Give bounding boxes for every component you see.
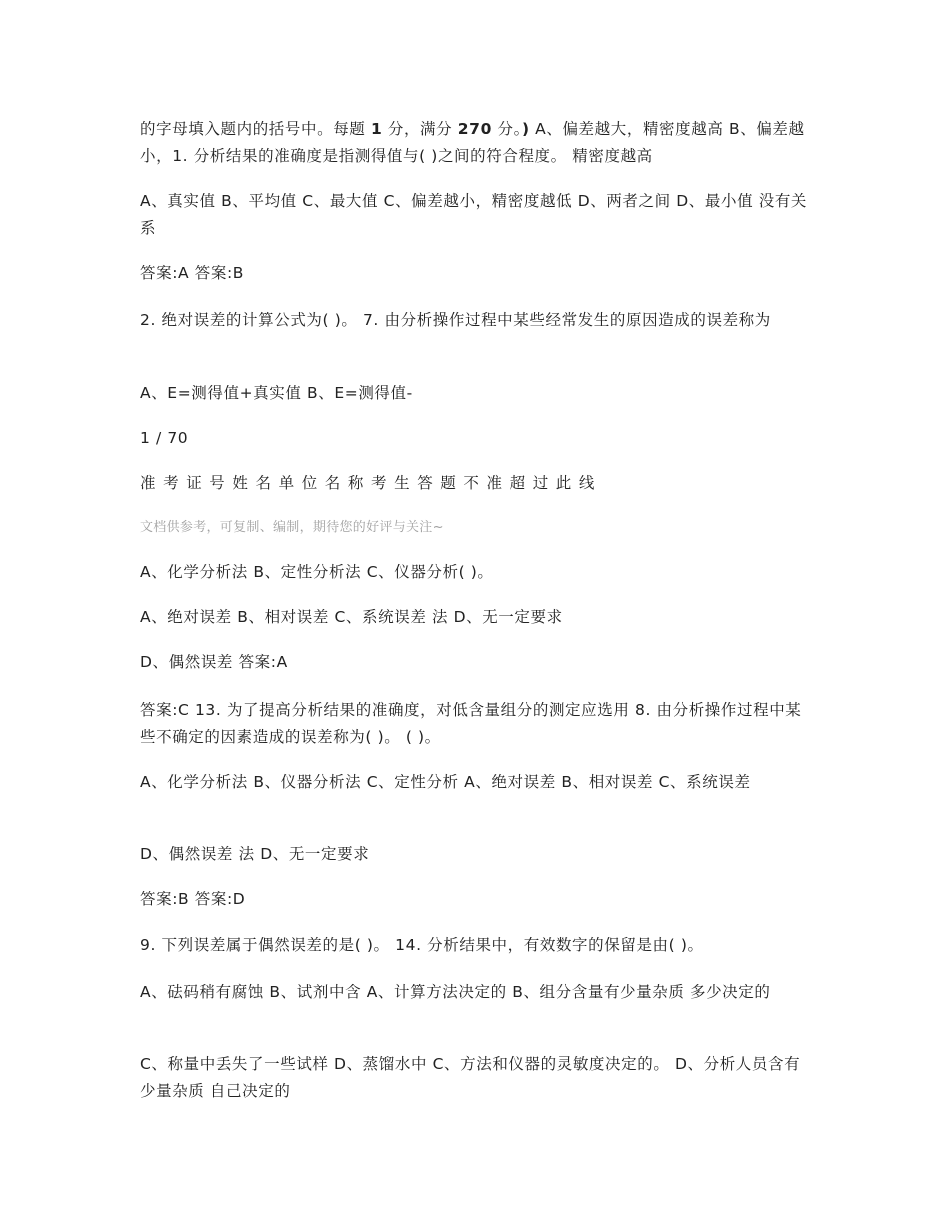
text-line: 答案:C 13. 为了提高分析结果的准确度，对低含量组分的测定应选用 8. 由分析操作过程中某些不确定的因素造成的误差称为( )。 ( )。 — [140, 701, 802, 746]
text-line: D、偶然误差 法 D、无一定要求 — [140, 845, 370, 863]
text-line: 2. 绝对误差的计算公式为( )。 7. 由分析操作过程中某些经常发生的原因造成的误差称为 — [140, 311, 771, 329]
text-line: A、绝对误差 B、相对误差 C、系统误差 法 D、无一定要求 — [140, 608, 563, 626]
intro-mid: 分，满分 — [382, 120, 458, 138]
text-line: A、E=测得值+真实值 B、E=测得值- — [140, 384, 413, 402]
intro-paragraph — [140, 116, 812, 170]
text-line: 9. 下列误差属于偶然误差的是( )。 14. 分析结果中，有效数字的保留是由( )。 — [140, 936, 704, 954]
page-number: 1 / 70 — [140, 429, 189, 447]
text-line: A、化学分析法 B、仪器分析法 C、定性分析 A、绝对误差 B、相对误差 C、系统误差 — [140, 773, 751, 791]
intro-pre: 的字母填入题内的括号中。每题 — [140, 120, 371, 138]
closing-paren: ) — [521, 120, 530, 138]
text-line: 答案:A 答案:B — [140, 264, 245, 282]
total-score: 270 — [457, 120, 492, 138]
intro-rest: A、偏差越大，精密度越高 B、偏差越小，1. 分析结果的准确度是指测得值与( )之间的符合程度。 精密度越高 — [140, 120, 805, 165]
intro-post: 分。 — [491, 120, 522, 138]
per-question-score: 1 — [370, 120, 383, 138]
exam-cut-line-text: 准考证号姓名单位名称考生答题不准超过此线 — [140, 474, 603, 492]
text-line: C、称量中丢失了一些试样 D、蒸馏水中 C、方法和仪器的灵敏度决定的。 D、分析人员含有少量杂质 自己决定的 — [140, 1055, 801, 1100]
text-line: A、砝码稍有腐蚀 B、试剂中含 A、计算方法决定的 B、组分含量有少量杂质 多少决定的 — [140, 983, 771, 1001]
text-line: A、化学分析法 B、定性分析法 C、仪器分析( )。 — [140, 563, 494, 581]
text-line: D、偶然误差 答案:A — [140, 653, 288, 671]
text-line: 答案:B 答案:D — [140, 890, 246, 908]
text-line: A、真实值 B、平均值 C、最大值 C、偏差越小，精密度越低 D、两者之间 D、最小值 没有关系 — [140, 192, 808, 237]
watermark-note: 文档供参考，可复制、编制，期待您的好评与关注~ — [140, 520, 444, 535]
